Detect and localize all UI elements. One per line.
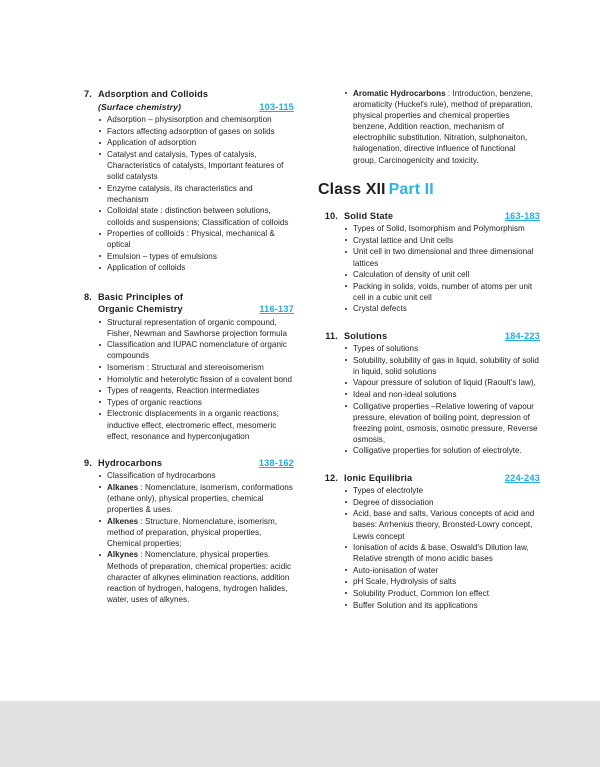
chapter-title-row-8b xyxy=(98,303,294,316)
list-item: Solubility Product, Common Ion effect xyxy=(344,588,540,599)
topic-list-9 xyxy=(72,470,294,605)
chapter-number-9: 9. xyxy=(84,457,92,468)
chapter-subtitle-7: (Surface chemistry) xyxy=(98,101,182,112)
list-item: Alkenes : Structure, Nomenclature, isomerism, method of preparation, physical properties, Chemical properties; xyxy=(98,516,294,549)
list-item: Types of organic reactions xyxy=(98,397,294,408)
chapter-heading-11 xyxy=(318,330,540,343)
chapter-title-12: Ionic Equilibria xyxy=(344,472,413,483)
chapter-block-10 xyxy=(318,210,540,315)
right-column xyxy=(318,88,540,701)
chapter-block-7 xyxy=(72,88,294,274)
list-item: Electronic displacements in a organic reactions; inductive effect, electromeric effect, mesomeric effect, resonance and hyperconjugation xyxy=(98,408,294,441)
chapter-title-8-line1: Basic Principles of xyxy=(98,291,184,302)
chapter-number-10: 10. xyxy=(324,210,338,221)
list-item: Catalyst and catalysis, Types of catalysis, Characteristics of catalysts, Important features of solid catalysts xyxy=(98,149,294,182)
list-item: Factors affecting adsorption of gases on solids xyxy=(98,126,294,137)
list-item: Types of solutions xyxy=(344,343,540,354)
list-item: Colloidal state : distinction between solutions, colloids and suspensions; Classification of colloids xyxy=(98,205,294,227)
chapter-heading-10 xyxy=(318,210,540,223)
list-item: Types of reagents, Reaction intermediates xyxy=(98,385,294,396)
topic-list-11 xyxy=(318,343,540,456)
chapter-number-11: 11. xyxy=(325,330,338,341)
list-item: Packing in solids, voids, number of atoms per unit cell in a cubic unit cell xyxy=(344,281,540,303)
chapter-heading-12 xyxy=(318,472,540,485)
list-item: Homolytic and heterolytic fission of a covalent bond xyxy=(98,374,294,385)
list-item: Structural representation of organic compound, Fisher, Newman and Sawhorse projection formula xyxy=(98,317,294,339)
list-item: Unit cell in two dimensional and three dimensional lattices xyxy=(344,246,540,268)
list-item: Ionisation of acids & base, Oswald's Dilution law, Relative strength of mono acidic bases xyxy=(344,542,540,564)
list-item: Aromatic Hydrocarbons : Introduction, benzene, aromaticity (Huckel's rule), method of preparation, physical properties and chemical properties benzene, Addition reaction, mechanism of electrophilic substitution. Nitration, sulphonaiton, halogenation, directive influence of functional group, Carcinogenicity and toxicity. xyxy=(344,88,540,166)
chapter-title-8-line2: Organic Chemistry xyxy=(98,304,183,315)
chapter-title-row-12 xyxy=(344,472,540,485)
chapter-title-row-9 xyxy=(98,457,294,470)
viewer-background-below-page xyxy=(0,701,600,767)
chapter-number-8: 8. xyxy=(84,291,92,302)
chapter-title-10: Solid State xyxy=(344,210,394,221)
part-label: Part II xyxy=(388,180,434,198)
list-item: Enzyme catalysis, its characteristics and mechanism xyxy=(98,183,294,205)
chapter-block-12 xyxy=(318,472,540,611)
list-item: Adsorption – physisorption and chemisorption xyxy=(98,114,294,125)
chapter-heading-7 xyxy=(72,88,294,113)
list-item: Solubility, solubility of gas in liquid, solubility of solid in liquid, solid solutions xyxy=(344,355,540,377)
list-item: Vapour pressure of solution of liquid (Raoult's law), xyxy=(344,377,540,388)
page-range-11[interactable]: 184-223 xyxy=(504,330,540,341)
list-item: Crystal lattice and Unit cells xyxy=(344,235,540,246)
list-item: Application of adsorption xyxy=(98,137,294,148)
class-label: Class XII xyxy=(318,180,386,198)
chapter-title-row-11 xyxy=(344,330,540,343)
list-item: Properties of collloids : Physical, mechanical & optical xyxy=(98,228,294,250)
chapter-heading-9 xyxy=(72,457,294,470)
list-item: Classification and IUPAC nomenclature of organic compounds xyxy=(98,339,294,361)
list-item: Buffer Solution and its applications xyxy=(344,600,540,611)
list-item: pH Scale, Hydrolysis of salts xyxy=(344,576,540,587)
page-range-8[interactable]: 116-137 xyxy=(259,304,294,315)
list-item: Auto-ionisation of water xyxy=(344,565,540,576)
list-item: Degree of dissociation xyxy=(344,497,540,508)
list-item: Classification of hydrocarbons xyxy=(98,470,294,481)
page-range-10[interactable]: 163-183 xyxy=(504,210,540,221)
class-banner xyxy=(318,180,540,200)
topic-list-continued xyxy=(318,88,540,166)
chapter-title-9: Hydrocarbons xyxy=(98,457,163,468)
list-item: Colligative properties –Relative lowering of vapour pressure, elevation of boiling point, depression of freezing point, osmosis, osmotic pressure, Reverse osmosis, xyxy=(344,401,540,445)
list-item: Types of electrolyte xyxy=(344,485,540,496)
topic-list-12 xyxy=(318,485,540,611)
chapter-title-row-8a xyxy=(98,291,294,304)
page-range-7[interactable]: 103-115 xyxy=(259,101,294,112)
chapter-number-7: 7. xyxy=(84,89,92,99)
list-item: Crystal defects xyxy=(344,303,540,314)
page-range-9[interactable]: 138-162 xyxy=(258,457,294,468)
chapter-block-9 xyxy=(72,457,294,605)
list-item: Types of Solid, Isomorphism and Polymorphism xyxy=(344,223,540,234)
chapter-block-8 xyxy=(72,291,294,442)
list-item: Alkynes : Nomenclature, physical properties. Methods of preparation, chemical properties: acidic character of alkynes elimination reactions, addition reaction of hydrogen, halogens, hydrogen halides, water, uses of alkynes. xyxy=(98,549,294,604)
list-item: Acid, base and salts, Various concepts of acid and bases: Arrhenius theory, Bronsted-Lowry concept, Lewis concept xyxy=(344,508,540,541)
page-range-12[interactable]: 224-243 xyxy=(504,472,540,483)
chapter-block-11 xyxy=(318,330,540,457)
topic-list-10 xyxy=(318,223,540,314)
chapter-heading-8 xyxy=(72,291,294,316)
list-item: Emulsion – types of emulsions xyxy=(98,251,294,262)
chapter-title-row-10 xyxy=(344,210,540,223)
chapter-number-12: 12. xyxy=(324,472,338,483)
list-item: Ideal and non-ideal solutions xyxy=(344,389,540,400)
list-item: Isomerism : Structural and stereoisomerism xyxy=(98,362,294,373)
topic-list-7 xyxy=(72,114,294,273)
list-item: Application of colloids xyxy=(98,262,294,273)
list-item: Calculation of density of unit cell xyxy=(344,269,540,280)
list-item: Alkanes : Nomenclature, isomerism, conformations (ethane only), physical properties, chemical properties & uses. xyxy=(98,482,294,515)
left-column xyxy=(72,88,294,701)
list-item: Colligative properties for solution of electrolyte. xyxy=(344,445,540,456)
chapter-subtitle-row-7 xyxy=(98,101,294,114)
chapter-title-row-7 xyxy=(98,88,294,101)
chapter-title-11: Solutions xyxy=(344,330,388,341)
topic-list-8 xyxy=(72,317,294,442)
chapter-title-7: Adsorption and Colloids xyxy=(98,89,209,99)
